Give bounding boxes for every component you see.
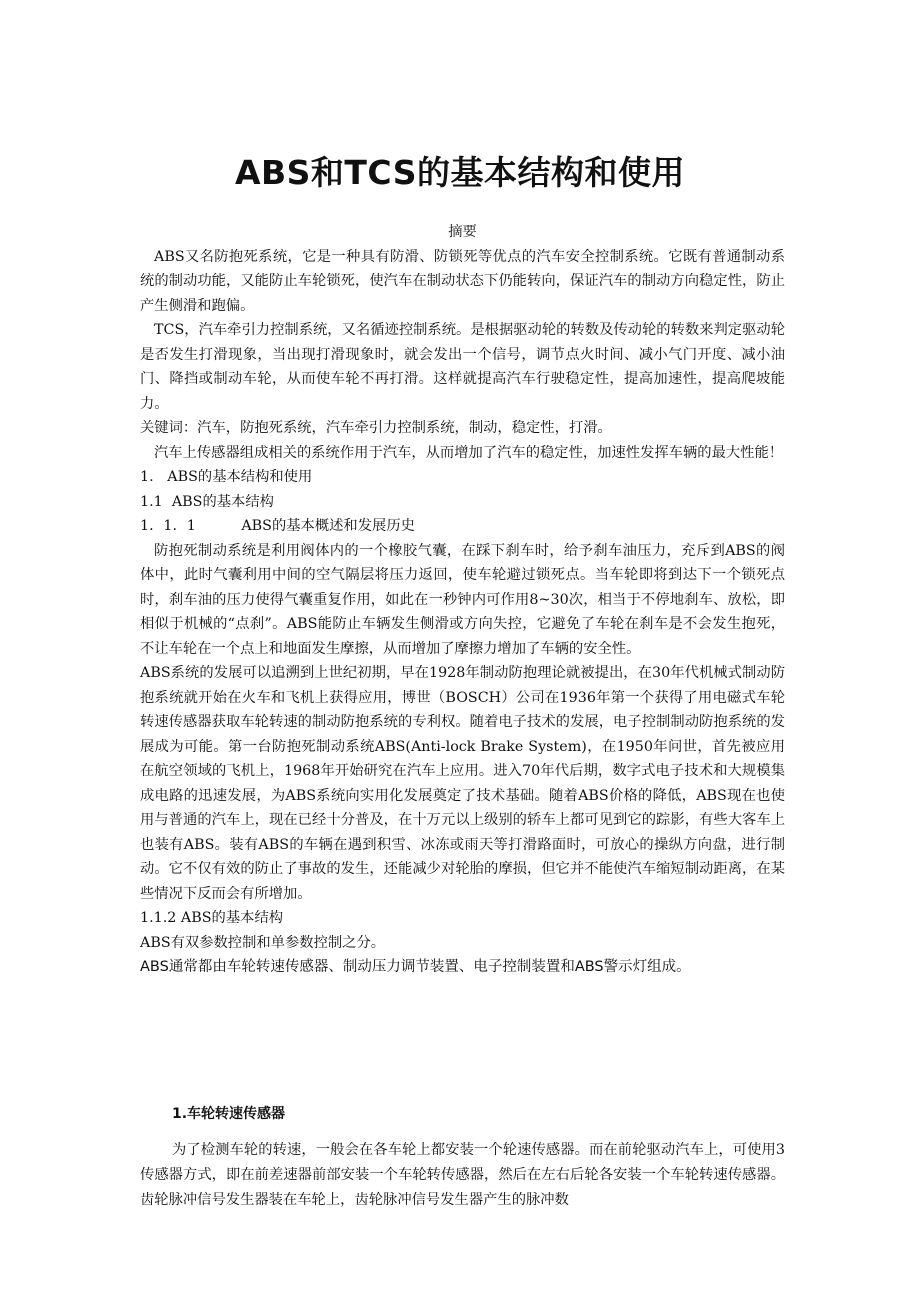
paragraph-abs-components: ABS通常都由车轮转速传感器、制动压力调节装置、电子控制装置和ABS警示灯组成。 (140, 959, 691, 975)
paragraph-abs-principle: 防抱死制动系统是利用阀体内的一个橡胶气囊，在踩下刹车时，给予刹车油压力，充斥到ABS的阀体中，此时气囊利用中间的空气隔层将压力返回，使车轮避过锁死点。当车轮即将到达下一个锁死点时，刹车油的压力使得气囊重复作用，如此在一秒钟内可作用8~30次，相当于不停地刹车、放松，即相似于机械的“点刹”。ABS能防止车辆发生侧滑或方向失控，它避免了车轮在刹车是不会发生抱死，不让车轮在一个点上和地面发生摩擦，从而增加了摩擦力增加了车辆的安全性。 (140, 542, 785, 657)
document-body-continued (140, 1138, 785, 1213)
paragraph-wheel-speed-sensor: 为了检测车轮的转速，一般会在各车轮上都安装一个轮速传感器。而在前轮驱动汽车上，可使用3传感器方式，即在前差速器前部安装一个车轮转传感器，然后在左右后轮各安装一个车轮转速传感器。齿轮脉冲信号发生器装在车轮上，齿轮脉冲信号发生器产生的脉冲数 (140, 1142, 785, 1208)
keywords-line: 关键词：汽车，防抱死系统，汽车牵引力控制系统，制动，稳定性，打滑。 (140, 420, 612, 436)
document-title: ABS和TCS的基本结构和使用 (234, 153, 686, 192)
paragraph-abs-intro: ABS又名防抱死系统，它是一种具有防滑、防锁死等优点的汽车安全控制系统。它既有普通制动系统的制动功能，又能防止车轮锁死，使汽车在制动状态下仍能转向，保证汽车的制动方向稳定性，防止产生侧滑和跑偏。 (140, 248, 785, 314)
paragraph-abs-history: ABS系统的发展可以追溯到上世纪初期，早在1928年制动防抱理论就被提出，在30年代机械式制动防抱系统就开始在火车和飞机上获得应用，博世（BOSCH）公司在1936年第一个获得了用电磁式车轮转速传感器获取车轮转速的制动防抱系统的专利权。随着电子技术的发展，电子控制制动防抱系统的发展成为可能。第一台防抱死制动系统ABS(Anti-lock Brake System)，在1950年问世，首先被应用在航空领域的飞机上，1968年开始研究在汽车上应用。进入70年代后期，数字式电子技术和大规模集成电路的迅速发展，为ABS系统向实用化发展奠定了技术基础。随着ABS价格的降低，ABS现在也使用与普通的汽车上，现在已经十分普及，在十万元以上级别的轿车上都可见到它的踪影，有些大客车上也装有ABS。装有ABS的车辆在遇到积雪、冰冻或雨天等打滑路面时，可放心的操纵方向盘，进行制动。它不仅有效的防止了事故的发生，还能减少对轮胎的摩损，但它并不能使汽车缩短制动距离，在某些情况下反而会有所增加。 (140, 665, 785, 902)
section-1-1-2-heading: 1.1.2 ABS的基本结构 (140, 910, 284, 926)
section-heading-wheel-speed-sensor: 1.车轮转速传感器 (172, 1106, 286, 1122)
paragraph-tcs-intro: TCS，汽车牵引力控制系统，又名循迹控制系统。是根据驱动轮的转数及传动轮的转数来判定驱动轮是否发生打滑现象，当出现打滑现象时，就会发出一个信号，调节点火时间、减小气门开度、减小油门、降挡或制动车轮，从而使车轮不再打滑。这样就提高汽车行驶稳定性，提高加速性，提高爬坡能力。 (140, 322, 785, 412)
document-body (140, 220, 785, 980)
abstract-heading: 摘要 (448, 224, 477, 240)
section-1-1-1-heading: 1．1．1 ABS的基本概述和发展历史 (140, 518, 415, 534)
section-1-heading: 1. ABS的基本结构和使用 (140, 469, 313, 485)
section-1-1-heading: 1.1 ABS的基本结构 (140, 493, 274, 510)
paragraph-abs-control: ABS有双参数控制和单参数控制之分。 (140, 934, 386, 951)
paragraph-sensors: 汽车上传感器组成相关的系统作用于汽车，从而增加了汽车的稳定性，加速性发挥车辆的最大性能！ (154, 444, 784, 461)
